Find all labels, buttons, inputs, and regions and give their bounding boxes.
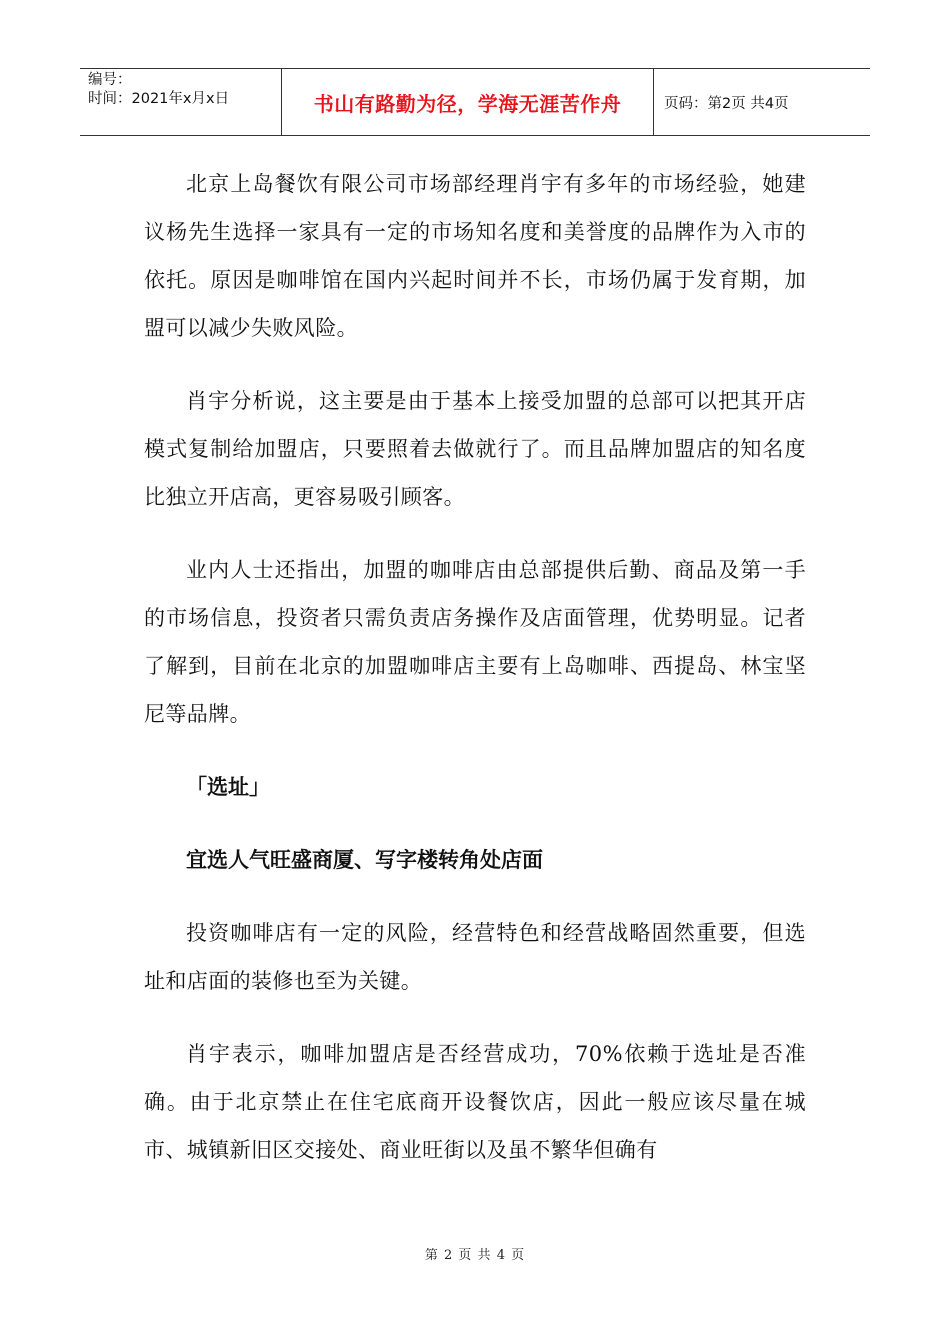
paragraph-4: 投资咖啡店有一定的风险，经营特色和经营战略固然重要，但选址和店面的装修也至为关键。	[144, 921, 806, 993]
header-page-label: 页码：第2页 共4页	[664, 95, 789, 112]
subheading: 宜选人气旺盛商厦、写字楼转角处店面	[186, 848, 543, 872]
header-meta-cell	[80, 69, 282, 135]
paragraph-1: 北京上岛餐饮有限公司市场部经理肖宇有多年的市场经验，她建议杨先生选择一家具有一定的市场知名度和美誉度的品牌作为入市的依托。原因是咖啡馆在国内兴起时间并不长，市场仍属于发育期，加盟可以减少失败风险。	[144, 172, 806, 340]
paragraph-5: 肖宇表示，咖啡加盟店是否经营成功，70%依赖于选址是否准确。由于北京禁止在住宅底商开设餐饮店，因此一般应该尽量在城市、城镇新旧区交接处、商业旺街以及虽不繁华但确有	[144, 1042, 806, 1162]
section-title: 「选址」	[186, 775, 270, 799]
header-motto: 书山有路勤为径，学海无涯苦作舟	[282, 69, 654, 135]
paragraph-2: 肖宇分析说，这主要是由于基本上接受加盟的总部可以把其开店模式复制给加盟店，只要照着去做就行了。而且品牌加盟店的知名度比独立开店高，更容易吸引顾客。	[144, 389, 806, 509]
header-number-label: 编号：	[88, 72, 132, 88]
page-footer: 第 2 页 共 4 页	[424, 1248, 526, 1263]
document-body	[144, 160, 806, 1199]
header-time-label: 时间：2021年x月x日	[88, 91, 230, 107]
document-header	[80, 68, 870, 136]
paragraph-3: 业内人士还指出，加盟的咖啡店由总部提供后勤、商品及第一手的市场信息，投资者只需负责店务操作及店面管理，优势明显。记者了解到，目前在北京的加盟咖啡店主要有上岛咖啡、西提岛、林宝坚尼等品牌。	[144, 558, 806, 726]
